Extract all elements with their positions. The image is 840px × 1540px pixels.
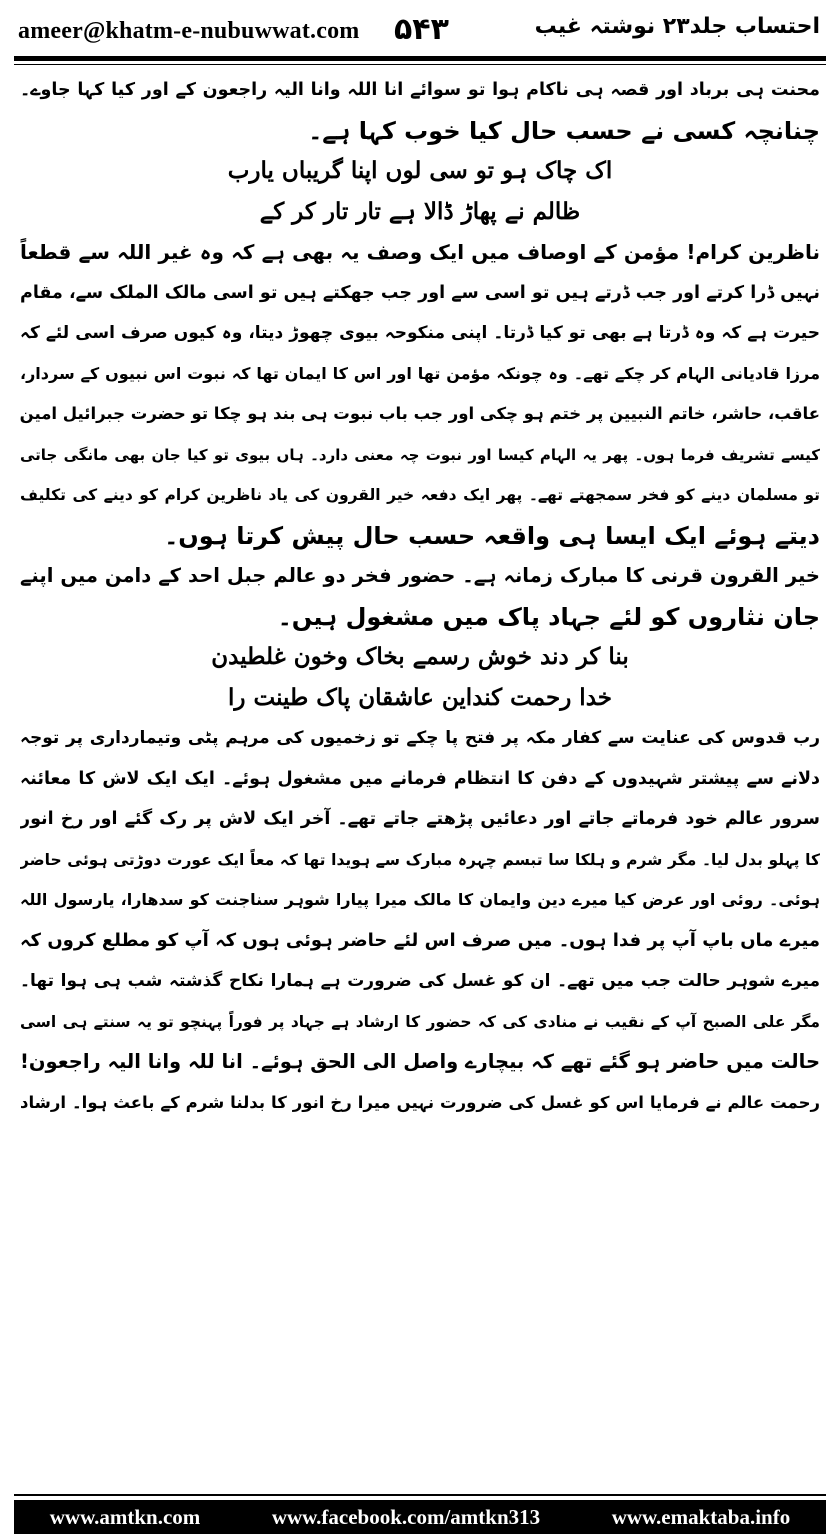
text-line: حیرت ہے کہ وہ ڈرتا ہے بھی تو کیا ڈرتا۔ اپنی منکوحہ بیوی چھوڑ دیتا، وہ کیوں صرف اسی لئے کہ (20, 323, 820, 343)
footer-link-facebook: www.facebook.com/amtkn313 (271, 1504, 541, 1529)
verse-line: خدا رحمت کنداین عاشقان پاک طینت را (228, 683, 612, 711)
text-line: دیتے ہوئے ایک ایسا ہی واقعہ حسب حال پیش کرتا ہوں۔ (164, 521, 820, 550)
text-line: جان نثاروں کو لئے جہاد پاک میں مشغول ہیں۔ (277, 602, 820, 631)
book-title: احتساب جلد۲۳ نوشتہ غیب (534, 14, 820, 39)
verse-line: بنا کر دند خوش رسمے بخاک وخون غلطیدن (211, 643, 629, 670)
text-line: چنانچہ کسی نے حسب حال کیا خوب کہا ہے۔ (308, 116, 820, 145)
header-email: ameer@khatm-e-nubuwwat.com (18, 18, 360, 44)
footer-link-amtkn: www.amtkn.com (49, 1504, 201, 1529)
page-footer (14, 1500, 826, 1534)
text-line: سرور عالم خود فرماتے جاتے اور دعائیں پڑھتے جاتے تھے۔ آخر ایک لاش پر رک گئے اور رخ انور (20, 809, 820, 829)
text-line: حالت میں حاضر ہو گئے تھے کہ بیچارے واصل الی الحق ہوئے۔ انا للہ وانا الیہ راجعون! (20, 1050, 820, 1073)
page-header (14, 8, 826, 54)
header-rule (14, 56, 826, 61)
verse-line: اک چاک ہو تو سی لوں اپنا گریباں یارب (227, 157, 613, 184)
text-line: کا پہلو بدل لیا۔ مگر شرم و ہلکا سا تبسم چہرہ مبارک سے ہویدا تھا کہ معاً ایک عورت دوڑتی ہوئی حاضر (20, 850, 820, 869)
text-line: نہیں ڈرا کرتے اور جب ڈرتے ہیں تو اسی سے اور جب جھکتے ہیں تو اسی مالک الملک سے، مقام (20, 282, 820, 303)
text-line: رحمت عالم نے فرمایا اس کو غسل کی ضرورت نہیں میرا رخ انور کا بدلنا شرم کے باعث ہوا۔ ارشاد (20, 1092, 820, 1112)
text-line: میرے ماں باپ آپ پر فدا ہوں۔ میں صرف اس لئے حاضر ہوئی ہوں کہ آپ کو مطلع کروں کہ (20, 929, 820, 951)
text-line: ناظرین کرام! مؤمن کے اوصاف میں ایک وصف یہ بھی ہے کہ وہ غیر اللہ سے قطعاً (20, 240, 820, 264)
text-line: تو مسلمان دینے کو فخر سمجھتے تھے۔ پھر ایک دفعہ خیر القرون کی یاد ناظرین کرام کو دینے کی تکلیف (20, 486, 820, 504)
text-line: رب قدوس کی عنایت سے کفار مکہ پر فتح پا چکے تو زخمیوں کی مرہم پٹی وتیمارداری پر توجہ (20, 728, 820, 748)
body-text (20, 70, 820, 1123)
text-line: کیسے تشریف فرما ہوں۔ پھر یہ الہام کیسا اور نبوت چہ معنی دارد۔ ہاں بیوی تو کیا جان بھی مانگی جاتی (20, 445, 820, 464)
text-line: مگر علی الصبح آپ کے نقیب نے منادی کی کہ حضور کا ارشاد ہے جہاد پر فوراً پہنچو تو یہ سنتے ہی اسی (20, 1012, 820, 1031)
page-number: ۵۴۳ (394, 12, 449, 47)
text-line: خیر القرون قرنی کا مبارک زمانہ ہے۔ حضور فخر دو عالم جبل احد کے دامن میں اپنے (20, 564, 820, 587)
text-line: محنت ہی برباد اور قصہ ہی ناکام ہوا تو سوائے انا اللہ وانا الیہ راجعون کے اور کیا کہا جاوے۔ (20, 80, 820, 100)
verse-line: ظالم نے پھاڑ ڈالا ہے تار تار کر کے (259, 197, 581, 225)
text-line: میرے شوہر حالت جب میں تھے۔ ان کو غسل کی ضرورت ہے ہمارا نکاح گذشتہ شب ہی ہوا تھا۔ (20, 971, 820, 991)
footer-rule (14, 1494, 826, 1496)
footer-link-emaktaba: www.emaktaba.info (611, 1504, 791, 1529)
text-line: ہوئی۔ روئی اور عرض کیا میرے دین وایمان کا مالک میرا پیارا شوہر سناجنت کو سدھارا، یارسول اللہ (20, 890, 820, 909)
text-line: عاقب، حاشر، خاتم النبیین پر ختم ہو چکی اور جب باب نبوت ہی بند ہو چکا تو حضرت جبرائیل امین (20, 404, 820, 423)
text-line: دلانے سے پیشتر شہیدوں کے دفن کا انتظام فرمانے میں مشغول ہوئے۔ ایک ایک لاش کا معائنہ (20, 768, 820, 789)
text-line: مرزا قادیانی الہام کر چکے تھے۔ وہ چونکہ مؤمن تھا اور اس کا ایمان تھا کہ نبوت اس نبیوں کے سردار، (20, 363, 820, 383)
header-rule-thin (14, 64, 826, 65)
